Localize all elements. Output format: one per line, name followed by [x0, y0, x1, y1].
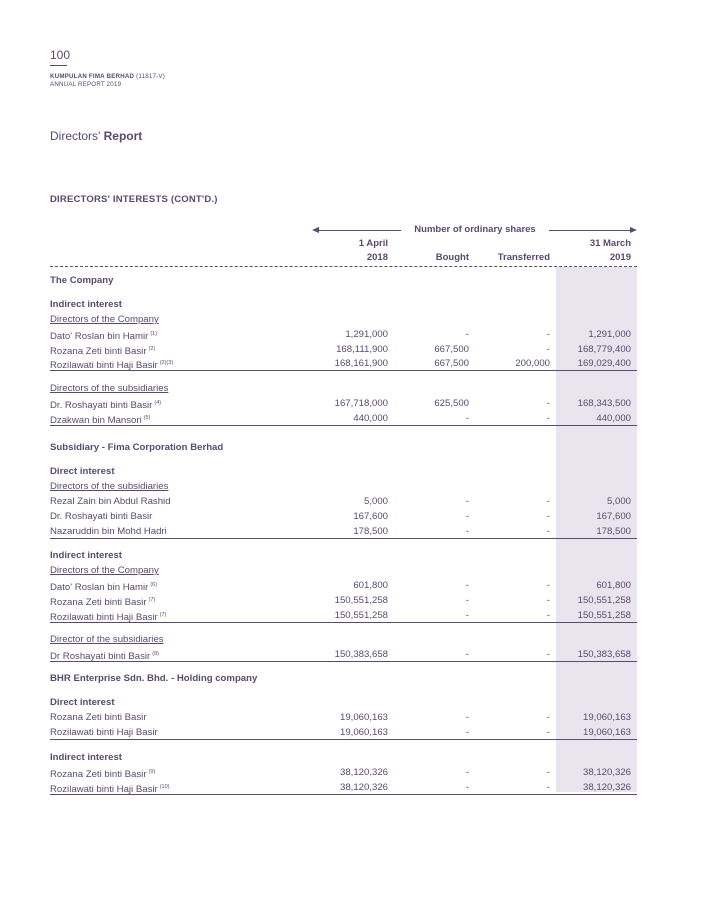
- cell-c1: 19,060,163: [339, 727, 388, 738]
- cell-c4: 150,383,658: [577, 649, 631, 660]
- page-title-light: Directors': [50, 129, 101, 143]
- table-group-label: [50, 464, 637, 479]
- cell-c1: 178,500: [353, 526, 388, 537]
- cell-c4: 169,029,400: [577, 358, 631, 369]
- page-number-rule: [50, 65, 67, 66]
- table-row: [50, 494, 637, 509]
- company-registration: (11817-V): [136, 73, 165, 80]
- column-header-opening-line1: 1 April: [358, 238, 388, 249]
- report-name: ANNUAL REPORT 2019: [50, 81, 122, 88]
- cell-c4: 168,779,400: [577, 344, 631, 355]
- cell-c4: 601,800: [596, 580, 631, 591]
- table-row: [50, 509, 637, 524]
- row-name: Rozilawati binti Haji Basir $^{(7)}$: [50, 612, 167, 623]
- cell-c3: 200,000: [515, 358, 550, 369]
- table-row: [50, 411, 637, 426]
- cell-c3: -: [546, 767, 550, 778]
- row-name: Direct interest: [50, 466, 115, 477]
- section-heading: DIRECTORS' INTERESTS (CONT'D.): [50, 194, 218, 205]
- cell-c1: 150,551,258: [334, 610, 388, 621]
- cell-c2: -: [465, 511, 469, 522]
- table-group-label: [50, 695, 637, 710]
- cell-c4: 178,500: [596, 526, 631, 537]
- cell-c1: 1,291,000: [345, 329, 388, 340]
- cell-c3: -: [546, 610, 550, 621]
- table-row: [50, 765, 637, 780]
- cell-c4: 167,600: [596, 511, 631, 522]
- row-name: Indirect interest: [50, 752, 122, 763]
- table-group-label: [50, 440, 637, 455]
- cell-c4: 38,120,326: [582, 782, 631, 793]
- cell-c1: 167,600: [353, 511, 388, 522]
- footnote-ref: (1): [150, 331, 158, 337]
- table-group-label: [50, 273, 637, 288]
- cell-c3: -: [546, 496, 550, 507]
- column-header-opening: [359, 237, 388, 265]
- cell-c1: 150,551,258: [334, 595, 388, 606]
- cell-c2: -: [465, 782, 469, 793]
- footnote-ref: (4): [154, 400, 162, 406]
- row-name: The Company: [50, 275, 114, 286]
- cell-c3: -: [546, 413, 550, 424]
- row-name: Indirect interest: [50, 550, 122, 561]
- section-rule: [50, 622, 637, 623]
- cell-c2: -: [465, 496, 469, 507]
- arrow-line-left: [317, 230, 401, 231]
- column-header-transferred-label: Transferred: [497, 252, 550, 263]
- row-name: Rozilawati binti Haji Basir $^{(10)}$: [50, 784, 170, 795]
- row-name: Rozana Zeti binti Basir $^{(9)}$: [50, 769, 156, 780]
- cell-c2: -: [465, 727, 469, 738]
- row-name: Nazaruddin bin Mohd Hadri: [50, 526, 167, 537]
- table-group-label: [50, 479, 637, 494]
- table-row: [50, 780, 637, 795]
- row-name: Rozilawati binti Haji Basir $^{(2)(3)}$: [50, 360, 174, 371]
- row-name: BHR Enterprise Sdn. Bhd. - Holding company: [50, 673, 258, 684]
- cell-c3: -: [546, 727, 550, 738]
- table-group-label: [50, 671, 637, 686]
- row-name: Dato' Roslan bin Hamir $^{(6)}$: [50, 582, 158, 593]
- row-name: Directors of the subsidiaries: [50, 481, 169, 492]
- column-header-closing: [590, 237, 631, 265]
- table-group-label: [50, 563, 637, 578]
- company-name: KUMPULAN FIMA BERHAD: [50, 73, 135, 80]
- row-name: Subsidiary - Fima Corporation Berhad: [50, 442, 224, 453]
- section-rule: [50, 370, 637, 371]
- row-name: Director of the subsidiaries: [50, 634, 164, 645]
- cell-c2: 625,500: [434, 398, 469, 409]
- row-name: Directors of the Company: [50, 565, 159, 576]
- cell-c1: 440,000: [353, 413, 388, 424]
- company-block: [50, 73, 165, 89]
- table-row: [50, 342, 637, 357]
- cell-c4: 1,291,000: [588, 329, 631, 340]
- cell-c2: -: [465, 526, 469, 537]
- cell-c4: 168,343,500: [577, 398, 631, 409]
- column-header-bought-label: Bought: [435, 252, 469, 263]
- column-header-closing-line2: 2019: [609, 252, 631, 263]
- section-rule: [50, 425, 637, 426]
- table-row: [50, 593, 637, 608]
- table-row: [50, 725, 637, 740]
- footnote-ref: (10): [159, 784, 170, 790]
- cell-c1: 150,383,658: [334, 649, 388, 660]
- row-name: Dr. Roshayati binti Basir: [50, 511, 153, 522]
- footnote-ref: (2)(3): [159, 360, 174, 366]
- column-header-closing-line1: 31 March: [589, 238, 631, 249]
- cell-c3: -: [546, 782, 550, 793]
- table-row: [50, 396, 637, 411]
- row-name: Dato' Roslan bin Hamir $^{(1)}$: [50, 331, 158, 342]
- cell-c2: -: [465, 329, 469, 340]
- shares-group-header: [312, 223, 637, 237]
- cell-c2: 667,500: [434, 344, 469, 355]
- cell-c4: 440,000: [596, 413, 631, 424]
- table-row: [50, 578, 637, 593]
- table-group-label: [50, 750, 637, 765]
- cell-c1: 167,718,000: [334, 398, 388, 409]
- table-group-label: [50, 548, 637, 563]
- cell-c1: 5,000: [363, 496, 388, 507]
- table-row: [50, 647, 637, 662]
- table-row: [50, 524, 637, 539]
- table-row: [50, 608, 637, 623]
- cell-c3: -: [546, 595, 550, 606]
- page-number: 100: [50, 48, 71, 62]
- cell-c3: -: [546, 344, 550, 355]
- column-header-bought: [436, 251, 469, 265]
- cell-c1: 19,060,163: [339, 712, 388, 723]
- row-name: Rozilawati binti Haji Basir: [50, 727, 158, 738]
- column-header-transferred: [498, 251, 550, 265]
- cell-c2: -: [465, 649, 469, 660]
- table-row: [50, 327, 637, 342]
- section-rule: [50, 794, 637, 795]
- row-name: Directors of the Company: [50, 314, 159, 325]
- table-group-label: [50, 632, 637, 647]
- cell-c2: -: [465, 610, 469, 621]
- section-rule: [50, 661, 637, 662]
- cell-c2: -: [465, 580, 469, 591]
- cell-c4: 150,551,258: [577, 610, 631, 621]
- header-dashed-divider: [50, 266, 637, 267]
- footnote-ref: (5): [143, 415, 151, 421]
- row-name: Direct interest: [50, 697, 115, 708]
- page-title-bold: Report: [103, 129, 143, 143]
- shares-group-label: Number of ordinary shares: [414, 224, 536, 235]
- cell-c4: 19,060,163: [582, 712, 631, 723]
- arrow-line-right: [549, 230, 632, 231]
- row-name: Dr. Roshayati binti Basir $^{(4)}$: [50, 400, 162, 411]
- row-name: Dzakwan bin Mansori $^{(5)}$: [50, 415, 151, 426]
- cell-c4: 19,060,163: [582, 727, 631, 738]
- table-row: [50, 356, 637, 371]
- cell-c3: -: [546, 526, 550, 537]
- row-name: Rezal Zain bin Abdul Rashid: [50, 496, 171, 507]
- row-name: Dr Roshayati binti Basir $^{(8)}$: [50, 651, 159, 662]
- cell-c2: -: [465, 413, 469, 424]
- cell-c3: -: [546, 712, 550, 723]
- footnote-ref: (9): [148, 769, 156, 775]
- cell-c4: 5,000: [606, 496, 631, 507]
- page-title: [50, 129, 142, 143]
- cell-c3: -: [546, 329, 550, 340]
- footnote-ref: (8): [152, 651, 159, 657]
- row-name: Rozana Zeti binti Basir $^{(2)}$: [50, 346, 156, 357]
- table-group-label: [50, 297, 637, 312]
- cell-c2: -: [465, 767, 469, 778]
- cell-c4: 38,120,326: [582, 767, 631, 778]
- row-name: Rozana Zeti binti Basir: [50, 712, 147, 723]
- cell-c4: 150,551,258: [577, 595, 631, 606]
- footnote-ref: (7): [159, 612, 167, 618]
- section-rule: [50, 739, 637, 740]
- row-name: Indirect interest: [50, 299, 122, 310]
- cell-c2: -: [465, 712, 469, 723]
- cell-c1: 601,800: [353, 580, 388, 591]
- cell-c1: 168,111,900: [336, 344, 388, 355]
- row-name: Rozana Zeti binti Basir $^{(7)}$: [50, 597, 156, 608]
- table-group-label: [50, 312, 637, 327]
- arrow-right-icon: [630, 227, 637, 233]
- table-row: [50, 710, 637, 725]
- section-rule: [50, 538, 637, 539]
- cell-c3: -: [546, 649, 550, 660]
- table-group-label: [50, 381, 637, 396]
- row-name: Directors of the subsidiaries: [50, 383, 169, 394]
- column-header-opening-line2: 2018: [366, 252, 388, 263]
- cell-c1: 38,120,326: [339, 767, 388, 778]
- cell-c3: -: [546, 398, 550, 409]
- cell-c1: 168,161,900: [334, 358, 388, 369]
- cell-c2: 667,500: [434, 358, 469, 369]
- cell-c1: 38,120,326: [339, 782, 388, 793]
- footnote-ref: (7): [148, 597, 156, 603]
- footnote-ref: (6): [150, 582, 158, 588]
- cell-c3: -: [546, 511, 550, 522]
- footnote-ref: (2): [148, 346, 156, 352]
- cell-c3: -: [546, 580, 550, 591]
- cell-c2: -: [465, 595, 469, 606]
